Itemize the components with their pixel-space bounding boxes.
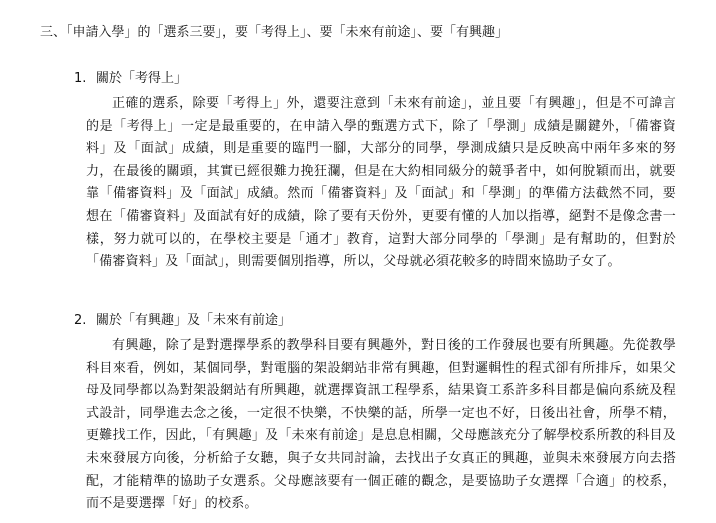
item-number: 1.	[74, 71, 87, 86]
item-title-text: 關於「有興趣」及「未來有前途」	[96, 313, 292, 328]
item-title	[74, 70, 676, 88]
list-item-interest	[74, 312, 676, 516]
item-paragraph: 有興趣，除了是對選擇學系的教學科目要有興趣外，對日後的工作發展也要有所興趣。先從教學科目來看，例如，某個同學，對電腦的架設網站非常有興趣，但對邏輯性的程式卻有所排斥，如果父母及同學都以為對架設網站有所興趣，就選擇資訊工程學系，結果資工系許多科目都是偏向系統及程式設計，同學進去念之後，一定很不快樂，不快樂的話，所學一定也不好，日後出社會，所學不精，更難找工作，因此，「有興趣」及「未來有前途」是息息相關，父母應該充分了解學校系所教的科目及未來發展方向後，分析給子女聽，與子女共同討論，去找出子女真正的興趣，並與未來發展方向去搭配，才能精準的協助子女選系。父母應該要有一個正確的觀念，是要協助子女選擇「合適」的校系，而不是要選擇「好」的校系。	[86, 338, 676, 512]
section-heading: 三、「申請入學」的「選系三要」，要「考得上」、要「未來有前途」、要「有興趣」	[40, 25, 509, 40]
item-paragraph: 正確的選系，除要「考得上」外，還要注意到「未來有前途」，並且要「有興趣」，但是不可諱言的是「考得上」一定是最重要的，在申請入學的甄選方式下，除了「學測」成績是關鍵外，「備審資料」及「面試」成績，則是重要的臨門一腳，大部分的同學，學測成績只是反映高中兩年多來的努力，在最後的關頭，其實已經很難力挽狂瀾，但是在大約相同級分的競爭者中，如何脫穎而出，就要靠「備審資料」及「面試」成績。然而「備審資料」及「面試」和「學測」的準備方法截然不同，要想在「備審資料」及面試有好的成績，除了要有天份外，更要有懂的人加以指導，絕對不是像念書一樣，努力就可以的，在學校主要是「通才」教育，這對大部分同學的「學測」是有幫助的，但對於「備審資料」及「面試」，則需要個別指導，所以，父母就必須花較多的時間來協助子女了。	[86, 96, 676, 270]
item-title-text: 關於「考得上」	[96, 71, 188, 86]
list-item-exam	[74, 70, 676, 274]
item-number: 2.	[74, 313, 87, 328]
item-title	[74, 312, 676, 330]
